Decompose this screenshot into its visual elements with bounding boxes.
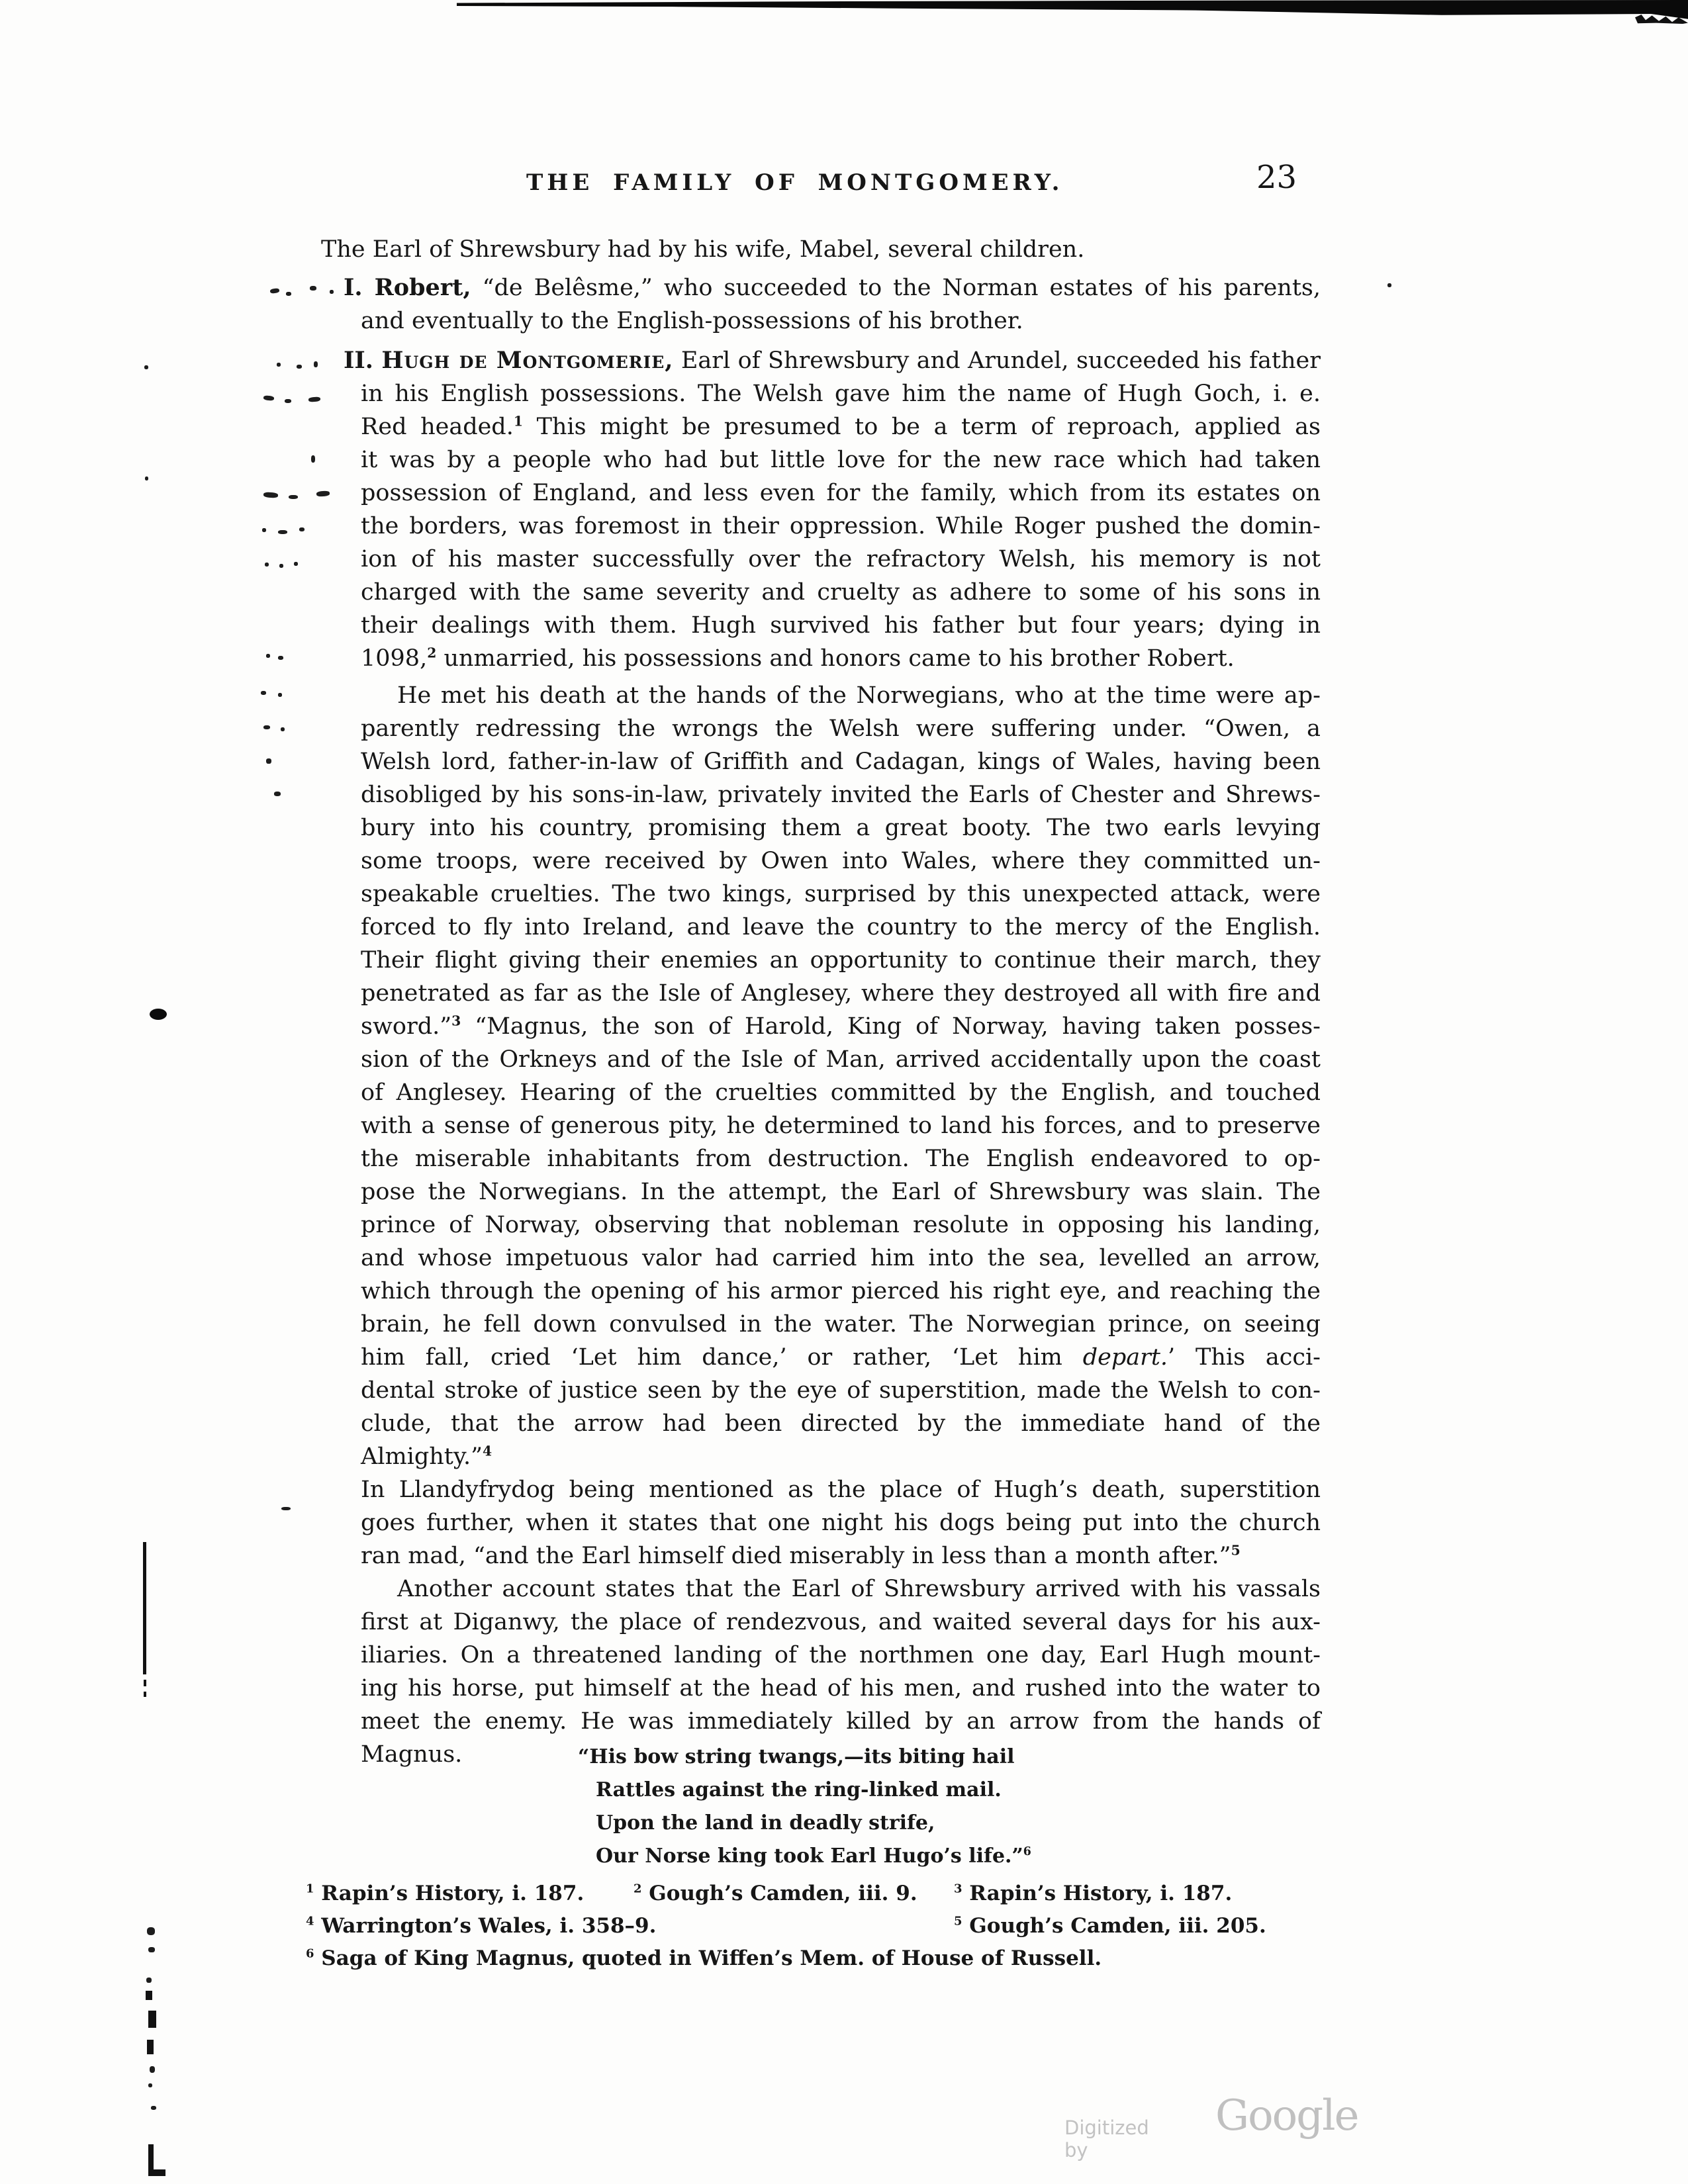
footnote-marker: 4 (483, 1443, 492, 1459)
text-line (596, 1840, 1031, 1873)
text-line (361, 1407, 1321, 1473)
intro-paragraph (321, 233, 1321, 266)
text-line (361, 377, 1321, 410)
text-segment: in his English possessions. The Welsh gave him the name of Hugh Goch, i. e. (361, 381, 1321, 407)
text-segment: Rattles against the ring-linked mail. (596, 1778, 1002, 1801)
text-segment: which through the opening of his armor pierced his right eye, and reaching the (361, 1278, 1321, 1304)
text-segment: Robert, (374, 274, 471, 301)
text-line (361, 1374, 1321, 1407)
text-body (321, 233, 1321, 1771)
text-segment: iliaries. On a threatened landing of the northmen one day, Earl Hugh mount- (361, 1642, 1321, 1668)
text-line (361, 1341, 1321, 1374)
text-line (321, 233, 1321, 266)
footnote-marker: 6 (306, 1946, 314, 1961)
text-segment: and eventually to the English-possessions of his brother. (361, 308, 1023, 334)
poem (578, 1741, 1031, 1873)
scan-artifact (330, 290, 334, 294)
text-segment: ’ This acci- (1168, 1344, 1321, 1371)
text-segment: the miserable inhabitants from destruction. The English endeavored to op- (361, 1146, 1321, 1172)
item-hugh (344, 344, 1321, 675)
scan-artifact (266, 758, 271, 764)
scan-artifact (144, 1692, 146, 1697)
text-line (361, 745, 1321, 778)
text-segment: Upon the land in deadly strife, (596, 1811, 935, 1835)
text-segment: with a sense of generous pity, he determined to land his forces, and to preserve (361, 1113, 1321, 1139)
text-segment: Hugh de Montgomerie, (381, 347, 674, 374)
footnote-marker: 5 (1231, 1542, 1241, 1559)
footnote (306, 1914, 656, 1938)
text-segment: him fall, cried ‘Let him dance,’ or rather, ‘Let him (361, 1344, 1083, 1371)
footnote (306, 1946, 1102, 1970)
text-segment: The Earl of Shrewsbury had by his wife, Mabel, several children. (321, 236, 1085, 263)
scan-artifact (265, 563, 269, 567)
text-line (578, 1741, 1031, 1774)
text-line (344, 344, 1321, 377)
text-segment: Earl of Shrewsbury and Arundel, succeeded his father (673, 347, 1321, 374)
scan-artifact (150, 1009, 167, 1020)
scan-artifact (278, 530, 287, 534)
text-line (361, 712, 1321, 745)
text-segment: Magnus. (361, 1741, 463, 1768)
text-line (361, 1506, 1321, 1539)
scan-artifact (286, 292, 291, 296)
scan-artifact (1387, 283, 1391, 287)
text-line (361, 642, 1321, 675)
item-robert (344, 271, 1321, 338)
text-segment: clude, that the arrow had been directed by the immediate hand of the Almighty.” (361, 1410, 1321, 1470)
footnote (633, 1882, 917, 1905)
scan-artifact (150, 2066, 155, 2073)
text-segment: some troops, were received by Owen into Wales, where they committed un- (361, 848, 1321, 874)
scan-artifact (144, 365, 148, 369)
text-segment: sword.” (361, 1013, 452, 1040)
text-line (596, 1807, 1031, 1840)
scan-artifact (263, 725, 270, 729)
text-segment: depart. (1082, 1344, 1168, 1371)
scan-artifact (316, 490, 330, 496)
scan-artifact (261, 691, 266, 695)
text-segment: 1098, (361, 645, 428, 672)
text-line (361, 1473, 1321, 1506)
text-line (361, 1572, 1321, 1606)
text-segment: bury into his country, promising them a great booty. The two earls levying (361, 815, 1321, 841)
footnote-marker: 5 (954, 1914, 962, 1929)
text-segment: charged with the same severity and cruelty as adhere to some of his sons in (361, 579, 1321, 606)
text-segment: the borders, was foremost in their oppression. While Roger pushed the domin- (361, 513, 1321, 539)
text-line (361, 911, 1321, 944)
scan-artifact (147, 1927, 155, 1935)
text-line (361, 1175, 1321, 1208)
scan-artifact (266, 654, 270, 658)
footnote (954, 1882, 1232, 1905)
text-segment: Their flight giving their enemies an opportunity to continue their march, they (361, 947, 1321, 974)
scan-artifact (314, 361, 318, 367)
text-segment: “Magnus, the son of Harold, King of Norway, having taken posses- (461, 1013, 1321, 1040)
text-segment: sion of the Orkneys and of the Isle of Man, arrived accidentally upon the coast (361, 1046, 1321, 1073)
footnote-marker: 2 (427, 645, 437, 661)
text-line (361, 1275, 1321, 1308)
scan-artifact (263, 492, 279, 498)
text-segment: I. (344, 274, 375, 301)
text-line (361, 944, 1321, 977)
text-segment: possession of England, and less even for the family, which from its estates on (361, 480, 1321, 506)
text-segment: disobliged by his sons-in-law, privately invited the Earls of Chester and Shrews- (361, 782, 1321, 808)
footnote-text: Rapin’s History, i. 187. (314, 1882, 585, 1905)
text-segment: “de Belêsme,” who succeeded to the Norman estates of his parents, (471, 275, 1321, 301)
scan-artifact (148, 2169, 165, 2176)
text-line (361, 1142, 1321, 1175)
text-segment: meet the enemy. He was immediately killed by an arrow from the hands of (361, 1708, 1321, 1735)
page-number: 23 (1256, 159, 1297, 196)
text-segment: ran mad, “and the Earl himself died miserably in less than a month after.” (361, 1543, 1231, 1569)
text-segment: speakable cruelties. The two kings, surprised by this unexpected attack, were (361, 881, 1321, 907)
text-line (361, 1208, 1321, 1242)
scan-artifact (285, 399, 291, 403)
footnotes (306, 1882, 1338, 1979)
footnote-row (306, 1882, 1338, 1914)
text-line (361, 1308, 1321, 1341)
text-segment: This might be presumed to be a term of reproach, applied as (522, 414, 1321, 440)
footnote-text: Gough’s Camden, iii. 205. (962, 1914, 1266, 1938)
text-line (361, 1010, 1321, 1043)
scan-artifact (310, 286, 316, 291)
text-line (344, 271, 1321, 304)
text-line (361, 844, 1321, 878)
scan-artifact (299, 527, 305, 531)
text-line (361, 878, 1321, 911)
scan-artifact (263, 395, 275, 401)
scan-artifact (278, 693, 282, 697)
scan-artifact (270, 288, 280, 294)
scan-artifact (147, 2040, 154, 2054)
footnote-marker: 2 (633, 1882, 642, 1896)
watermark-prefix: Digitized by (1064, 2116, 1149, 2161)
text-segment: forced to fly into Ireland, and leave the country to the mercy of the English. (361, 914, 1321, 940)
text-line (361, 811, 1321, 844)
footnote-marker: 6 (1023, 1845, 1031, 1858)
text-segment: In Llandyfrydog being mentioned as the place of Hugh’s death, superstition (361, 1477, 1321, 1503)
text-segment: goes further, when it states that one night his dogs being put into the church (361, 1510, 1321, 1536)
text-segment: it was by a people who had but little love for the new race which had taken (361, 447, 1321, 473)
footnote-row (306, 1946, 1338, 1979)
footnote-text: Saga of King Magnus, quoted in Wiffen’s Mem. of House of Russell. (314, 1946, 1102, 1970)
text-line (361, 1672, 1321, 1705)
scan-artifact (277, 363, 281, 367)
footnote-row (306, 1914, 1338, 1946)
text-segment: “His bow string twangs,—its biting hail (578, 1745, 1015, 1768)
text-segment: Our Norse king took Earl Hugo’s life.” (596, 1844, 1023, 1868)
footnote-marker: 1 (306, 1882, 314, 1896)
text-segment: unmarried, his possessions and honors came to his brother Robert. (436, 645, 1235, 672)
text-line (361, 410, 1321, 443)
text-segment: Another account states that the Earl of Shrewsbury arrived with his vassals (397, 1576, 1321, 1602)
text-line (361, 443, 1321, 477)
text-segment: and whose impetuous valor had carried him into the sea, levelled an arrow, (361, 1245, 1321, 1271)
text-segment: of Anglesey. Hearing of the cruelties committed by the English, and touched (361, 1079, 1321, 1106)
scan-artifact (145, 477, 148, 480)
text-segment: their dealings with them. Hugh survived his father but four years; dying in (361, 612, 1321, 639)
scan-artifact (311, 455, 315, 463)
text-segment: brain, he fell down convulsed in the water. The Norwegian prince, on seeing (361, 1311, 1321, 1338)
text-line (361, 1109, 1321, 1142)
text-line (361, 1043, 1321, 1076)
text-line (361, 510, 1321, 543)
scan-artifact (146, 1978, 152, 1983)
footnote-marker: 3 (451, 1013, 461, 1029)
text-segment: first at Diganwy, the place of rendezvous, and waited several days for his aux- (361, 1609, 1321, 1635)
text-line (361, 1705, 1321, 1738)
text-segment: He met his death at the hands of the Norwegians, who at the time were ap- (397, 682, 1321, 709)
text-segment: Welsh lord, father-in-law of Griffith and Cadagan, kings of Wales, having been (361, 749, 1321, 775)
text-segment: parently redressing the wrongs the Welsh were suffering under. “Owen, a (361, 715, 1321, 742)
text-segment: ion of his master successfully over the refractory Welsh, his memory is not (361, 546, 1321, 572)
footnote-marker: 3 (954, 1882, 962, 1896)
scan-artifact (279, 564, 283, 568)
google-logo: Google (1215, 2091, 1358, 2140)
text-segment: penetrated as far as the Isle of Anglesey, where they destroyed all with fire and (361, 980, 1321, 1007)
text-line (596, 1774, 1031, 1807)
text-line (361, 304, 1321, 338)
text-segment: Red headed. (361, 414, 514, 440)
text-segment: dental stroke of justice seen by the eye of superstition, made the Welsh to con- (361, 1377, 1321, 1404)
text-line (361, 679, 1321, 712)
para-norwegians (361, 679, 1321, 1572)
scan-artifact (148, 2083, 152, 2087)
scan-artifact (457, 0, 1688, 20)
scan-artifact (281, 727, 285, 731)
text-line (361, 576, 1321, 609)
footnote-marker: 4 (306, 1914, 314, 1929)
text-segment: ing his horse, put himself at the head of his men, and rushed into the water to (361, 1675, 1321, 1702)
text-line (361, 1639, 1321, 1672)
footnote-text: Rapin’s History, i. 187. (962, 1882, 1233, 1905)
footnote (954, 1914, 1266, 1938)
text-line (361, 1242, 1321, 1275)
scan-artifact (148, 1947, 155, 1952)
scan-artifact (297, 365, 302, 369)
footnote-text: Gough’s Camden, iii. 9. (641, 1882, 917, 1905)
running-header-title: THE FAMILY OF MONTGOMERY. (526, 169, 1064, 196)
scan-artifact (274, 792, 281, 796)
scan-artifact (146, 1991, 152, 2000)
scan-artifact (294, 562, 298, 566)
scan-artifact (148, 2011, 156, 2028)
footnote-text: Warrington’s Wales, i. 358–9. (314, 1914, 657, 1938)
text-segment: prince of Norway, observing that nobleman resolute in opposing his landing, (361, 1212, 1321, 1238)
scan-artifact (308, 396, 321, 402)
scan-artifact (289, 495, 298, 499)
text-line (361, 778, 1321, 811)
text-line (361, 609, 1321, 642)
text-line (361, 477, 1321, 510)
scan-artifact (278, 656, 283, 660)
text-segment: pose the Norwegians. In the attempt, the Earl of Shrewsbury was slain. The (361, 1179, 1321, 1205)
text-line (361, 1606, 1321, 1639)
text-line (361, 543, 1321, 576)
scan-artifact (151, 2106, 156, 2110)
text-line (361, 977, 1321, 1010)
scan-artifact (144, 1680, 146, 1686)
text-line (361, 1539, 1321, 1572)
scan-artifact (262, 528, 266, 532)
text-line (361, 1076, 1321, 1109)
text-segment: II. (344, 347, 382, 374)
footnote (306, 1882, 584, 1905)
footnote-marker: 1 (513, 413, 523, 430)
scan-artifact (281, 1507, 291, 1510)
scan-artifact (143, 1542, 146, 1674)
